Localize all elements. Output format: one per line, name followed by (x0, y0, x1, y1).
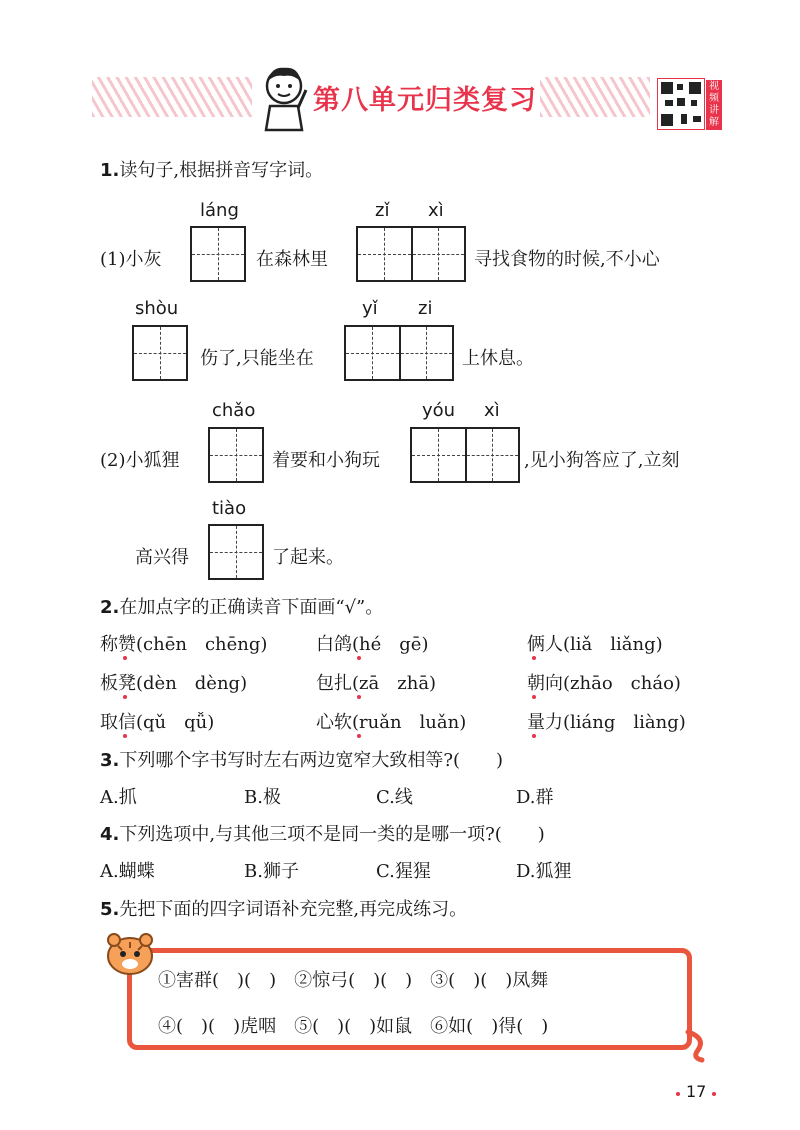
boy-mascot-icon (258, 60, 310, 132)
banner-stripe-left (92, 77, 252, 117)
qr-code-icon[interactable] (657, 78, 705, 130)
q2-item-9: 量力(liáng liàng) (527, 712, 686, 733)
tiger-mascot-icon (104, 930, 156, 978)
pinyin-xi: xì (428, 200, 444, 221)
pinyin-yi: yǐ (362, 298, 378, 319)
idiom-row-2: ④( )( )虎咽 ⑤( )( )如鼠 ⑥如( )得( ) (158, 1016, 549, 1037)
banner-stripe-right (540, 77, 650, 117)
q4-option-c[interactable]: C.猩猩 (376, 861, 431, 882)
q1-s1-text-c: 寻找食物的时候,不小心 (474, 249, 660, 270)
q2-item-5: 包扎(zā zhā) (316, 673, 437, 694)
frame-tail-icon (684, 1028, 710, 1064)
q4-option-b[interactable]: B.狮子 (244, 861, 299, 882)
q1-s2-text-c: ,见小狗答应了,立刻 (524, 450, 680, 471)
q1-s2-text-d: 高兴得 (135, 547, 189, 568)
q1-s1-text-b: 在森林里 (256, 249, 328, 270)
pinyin-zi: zǐ (375, 200, 390, 221)
answer-grid-youxi[interactable] (410, 427, 520, 483)
emphasis-dot (532, 734, 536, 738)
q2-item-6: 朝向(zhāo cháo) (527, 673, 681, 694)
q1-s1-text-a: (1)小灰 (100, 249, 162, 270)
pinyin-lang: láng (200, 200, 239, 221)
q2-heading: 2.在加点字的正确读音下面画“√”。 (100, 597, 384, 618)
q1-s1-text-e: 上休息。 (462, 348, 534, 369)
q1-s2-text-a: (2)小狐狸 (100, 450, 180, 471)
q2-item-8: 心软(ruǎn luǎn) (316, 712, 467, 733)
qr-caption: 视频讲解 (706, 80, 722, 130)
q3-option-d[interactable]: D.群 (516, 787, 554, 808)
q4-option-a[interactable]: A.蝴蝶 (100, 861, 155, 882)
q5-heading: 5.先把下面的四字词语补充完整,再完成练习。 (100, 899, 468, 920)
q3-option-c[interactable]: C.线 (376, 787, 413, 808)
page-dot-right (712, 1092, 716, 1096)
q1-s2-text-e: 了起来。 (272, 547, 344, 568)
pinyin-zi2: zi (418, 298, 433, 319)
idiom-row-1: ①害群( )( ) ②惊弓( )( ) ③( )( )凤舞 (158, 970, 549, 991)
answer-grid-zixi[interactable] (356, 226, 466, 282)
emphasis-dot (123, 695, 127, 699)
q3-option-a[interactable]: A.抓 (100, 787, 137, 808)
answer-grid-chao[interactable] (208, 427, 264, 483)
q4-option-d[interactable]: D.狐狸 (516, 861, 572, 882)
q1-heading: 1.读句子,根据拼音写字词。 (100, 160, 324, 181)
emphasis-dot (532, 656, 536, 660)
q2-item-4: 板凳(dèn dèng) (100, 673, 248, 694)
answer-grid-shou[interactable] (132, 325, 188, 381)
pinyin-xi2: xì (484, 400, 500, 421)
emphasis-dot (357, 656, 361, 660)
q2-item-2: 白鸽(hé gē) (316, 634, 429, 655)
page-title: 第八单元归类复习 (313, 85, 537, 116)
q2-item-7: 取信(qǔ qǚ) (100, 712, 215, 733)
emphasis-dot (532, 695, 536, 699)
q1-s2-text-b: 着要和小狗玩 (272, 450, 380, 471)
answer-grid-yizi[interactable] (344, 325, 454, 381)
q1-s1-text-d: 伤了,只能坐在 (200, 348, 314, 369)
answer-grid-lang[interactable] (190, 226, 246, 282)
emphasis-dot (357, 695, 361, 699)
q2-item-3: 俩人(liǎ liǎng) (527, 634, 663, 655)
pinyin-shou: shòu (135, 298, 179, 319)
emphasis-dot (123, 656, 127, 660)
q4-heading: 4.下列选项中,与其他三项不是同一类的是哪一项?( ) (100, 824, 545, 845)
emphasis-dot (357, 734, 361, 738)
answer-grid-tiao[interactable] (208, 524, 264, 580)
page-dot-left (676, 1092, 680, 1096)
page-number: 17 (686, 1082, 707, 1101)
q2-item-1: 称赞(chēn chēng) (100, 634, 268, 655)
pinyin-tiao: tiào (212, 498, 247, 519)
q3-heading: 3.下列哪个字书写时左右两边宽窄大致相等?( ) (100, 750, 504, 771)
emphasis-dot (123, 734, 127, 738)
pinyin-you: yóu (422, 400, 456, 421)
pinyin-chao: chǎo (212, 400, 256, 421)
q3-option-b[interactable]: B.极 (244, 787, 281, 808)
